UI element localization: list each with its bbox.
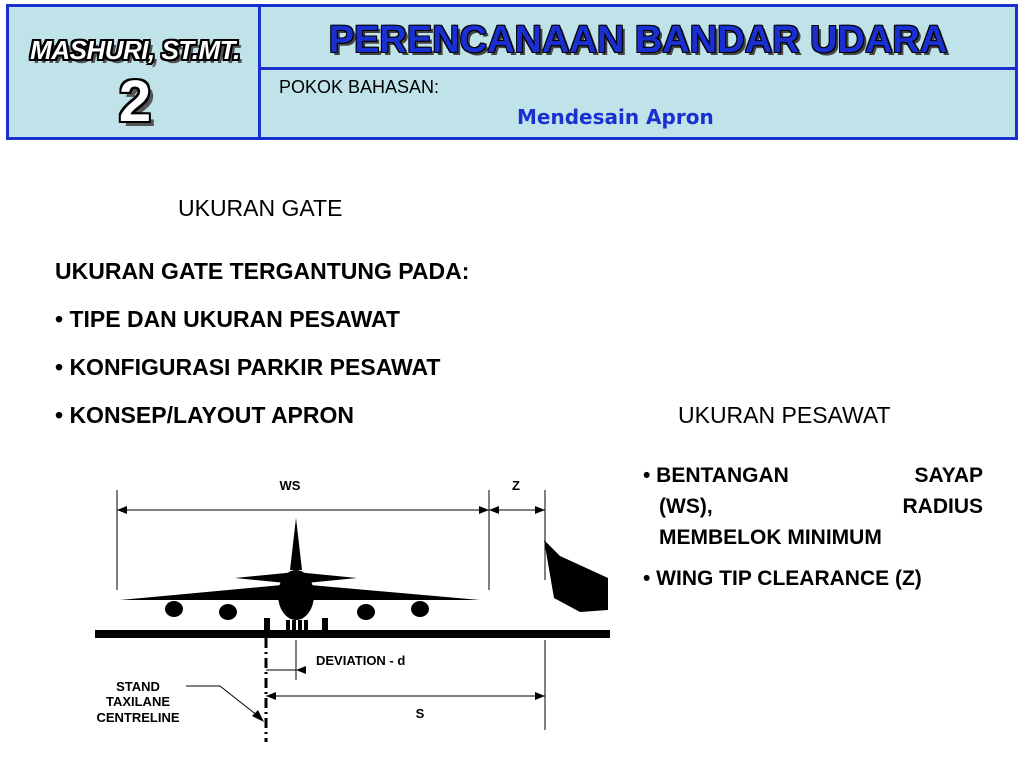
z-label: Z bbox=[512, 478, 520, 493]
ws-label: WS bbox=[279, 478, 301, 493]
bullet-item: • TIPE DAN UKURAN PESAWAT bbox=[55, 306, 400, 332]
topic-label: POKOK BAHASAN: bbox=[279, 77, 440, 97]
slide-header bbox=[6, 4, 1018, 140]
s-label: S bbox=[415, 706, 425, 721]
bullet-line: MEMBELOK MINIMUM bbox=[659, 526, 882, 549]
arrow-head bbox=[117, 506, 127, 514]
stand-label: STAND bbox=[116, 679, 160, 694]
stand-label: TAXILANE bbox=[105, 694, 171, 709]
stand-label: CENTRELINE bbox=[96, 710, 180, 725]
gate-size-diagram bbox=[60, 460, 620, 750]
leader-line bbox=[220, 686, 258, 716]
topic-title: Mendesain Apron bbox=[517, 105, 714, 129]
bullet-item: • KONSEP/LAYOUT APRON bbox=[55, 402, 354, 428]
page-title: PERENCANAAN BANDAR UDARA bbox=[328, 19, 948, 61]
chapter-number: 2 bbox=[118, 69, 152, 134]
right-bullet-list bbox=[643, 460, 983, 594]
adjacent-aircraft-tail bbox=[544, 540, 608, 612]
right-section-title: UKURAN PESAWAT bbox=[678, 402, 891, 428]
arrow-head bbox=[535, 506, 545, 514]
arrow-head bbox=[479, 506, 489, 514]
author-name: MASHURI, ST.MT. bbox=[30, 35, 240, 65]
aircraft-front-view bbox=[120, 518, 480, 630]
deviation-label: DEVIATION - d bbox=[316, 653, 406, 668]
intro-text: UKURAN GATE TERGANTUNG PADA: bbox=[55, 258, 470, 284]
arrow-head bbox=[489, 506, 499, 514]
bullet-line: • WING TIP CLEARANCE (Z) bbox=[643, 567, 922, 590]
arrow-head bbox=[252, 710, 264, 722]
arrow-head bbox=[296, 666, 306, 674]
bullet-item: • KONFIGURASI PARKIR PESAWAT bbox=[55, 354, 441, 380]
ground-line bbox=[95, 630, 610, 638]
section-title: UKURAN GATE bbox=[178, 195, 343, 221]
bullet-line bbox=[643, 460, 983, 491]
bullet-line bbox=[643, 491, 983, 522]
bullet-word: RADIUS bbox=[902, 495, 983, 518]
bullet-word: • BENTANGAN bbox=[643, 464, 789, 487]
bullet-word: (WS), bbox=[659, 495, 713, 518]
arrow-head bbox=[535, 692, 545, 700]
bullet-word: SAYAP bbox=[914, 464, 983, 487]
